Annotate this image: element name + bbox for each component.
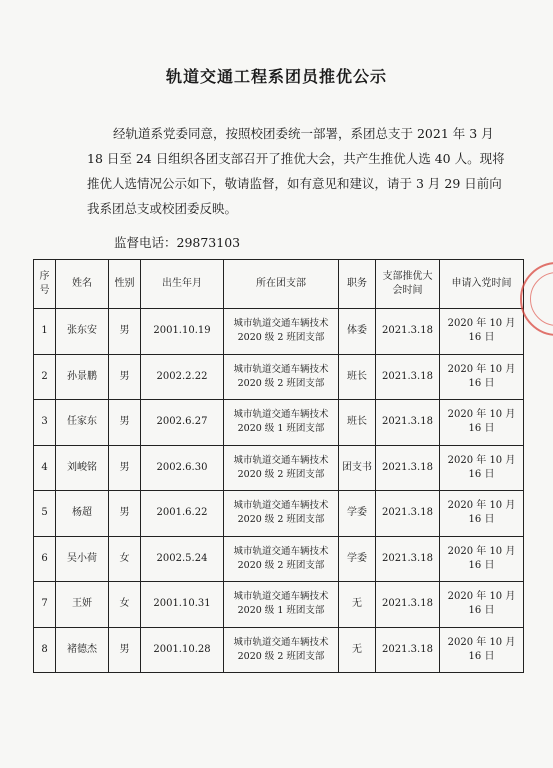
table-header-row [34,260,524,309]
cell-birth: 2002.2.22 [141,354,224,400]
cell-meeting-time: 2021.3.18 [376,309,440,355]
cell-name: 孙景鹏 [56,354,109,400]
header-branch: 所在团支部 [224,260,339,309]
cell-name: 褚德杰 [56,627,109,673]
header-apply-time: 申请入党时间 [440,260,524,309]
cell-name: 刘峻铭 [56,445,109,491]
cell-birth: 2002.6.30 [141,445,224,491]
cell-apply-time: 2020 年 10 月 16 日 [440,627,524,673]
notice-paragraph: 经轨道系党委同意，按照校团委统一部署，系团总支于 2021 年 3 月 18 日至 24 日组织各团支部召开了推优大会，共产生推优人选 40 人。现将推优人选情况公示如下，敬请监督，如有意见和建议，请于 3 月 29 日前向我系团总支或校团委反映。 [87,126,505,216]
header-meeting-time: 支部推优大会时间 [376,260,440,309]
cell-meeting-time: 2021.3.18 [376,445,440,491]
seal-inner-ring [530,272,553,326]
official-seal-stamp [520,262,553,336]
header-name: 姓名 [56,260,109,309]
cell-role: 班长 [339,354,376,400]
cell-role: 无 [339,582,376,628]
cell-meeting-time: 2021.3.18 [376,354,440,400]
cell-apply-time: 2020 年 10 月 16 日 [440,354,524,400]
cell-name: 杨超 [56,491,109,537]
cell-role: 学委 [339,536,376,582]
cell-birth: 2002.5.24 [141,536,224,582]
cell-name: 张东安 [56,309,109,355]
table-row [34,309,524,355]
cell-branch: 城市轨道交通车辆技术 2020 级 2 班团支部 [224,445,339,491]
cell-apply-time: 2020 年 10 月 16 日 [440,309,524,355]
candidate-table [33,259,524,673]
table-row [34,536,524,582]
table-row [34,582,524,628]
table-row [34,445,524,491]
cell-no: 7 [34,582,56,628]
cell-name: 王妍 [56,582,109,628]
cell-branch: 城市轨道交通车辆技术 2020 级 2 班团支部 [224,536,339,582]
cell-role: 学委 [339,491,376,537]
cell-branch: 城市轨道交通车辆技术 2020 级 2 班团支部 [224,491,339,537]
cell-birth: 2002.6.27 [141,400,224,446]
cell-branch: 城市轨道交通车辆技术 2020 级 1 班团支部 [224,582,339,628]
supervision-hotline: 监督电话：29873103 [114,235,241,250]
cell-role: 团支书 [339,445,376,491]
cell-gender: 男 [109,491,141,537]
cell-no: 3 [34,400,56,446]
cell-no: 4 [34,445,56,491]
cell-branch: 城市轨道交通车辆技术 2020 级 2 班团支部 [224,309,339,355]
cell-gender: 女 [109,536,141,582]
cell-meeting-time: 2021.3.18 [376,491,440,537]
cell-gender: 男 [109,627,141,673]
table-row [34,400,524,446]
cell-no: 2 [34,354,56,400]
table-row [34,491,524,537]
cell-gender: 女 [109,582,141,628]
cell-apply-time: 2020 年 10 月 16 日 [440,400,524,446]
cell-birth: 2001.6.22 [141,491,224,537]
cell-branch: 城市轨道交通车辆技术 2020 级 2 班团支部 [224,354,339,400]
cell-apply-time: 2020 年 10 月 16 日 [440,491,524,537]
cell-role: 无 [339,627,376,673]
table-row [34,627,524,673]
cell-apply-time: 2020 年 10 月 16 日 [440,536,524,582]
header-role: 职务 [339,260,376,309]
header-gender: 性别 [109,260,141,309]
header-no: 序号 [34,260,56,309]
cell-no: 8 [34,627,56,673]
document-title: 轨道交通工程系团员推优公示 [165,67,387,86]
cell-birth: 2001.10.31 [141,582,224,628]
table-row [34,354,524,400]
cell-apply-time: 2020 年 10 月 16 日 [440,445,524,491]
cell-meeting-time: 2021.3.18 [376,536,440,582]
cell-birth: 2001.10.28 [141,627,224,673]
cell-gender: 男 [109,309,141,355]
cell-gender: 男 [109,445,141,491]
cell-no: 1 [34,309,56,355]
cell-role: 体委 [339,309,376,355]
cell-gender: 男 [109,354,141,400]
cell-no: 6 [34,536,56,582]
cell-role: 班长 [339,400,376,446]
cell-meeting-time: 2021.3.18 [376,582,440,628]
cell-birth: 2001.10.19 [141,309,224,355]
cell-apply-time: 2020 年 10 月 16 日 [440,582,524,628]
cell-meeting-time: 2021.3.18 [376,400,440,446]
cell-no: 5 [34,491,56,537]
cell-meeting-time: 2021.3.18 [376,627,440,673]
cell-name: 吴小荷 [56,536,109,582]
cell-gender: 男 [109,400,141,446]
header-birth: 出生年月 [141,260,224,309]
cell-branch: 城市轨道交通车辆技术 2020 级 1 班团支部 [224,400,339,446]
cell-name: 任家东 [56,400,109,446]
cell-branch: 城市轨道交通车辆技术 2020 级 2 班团支部 [224,627,339,673]
